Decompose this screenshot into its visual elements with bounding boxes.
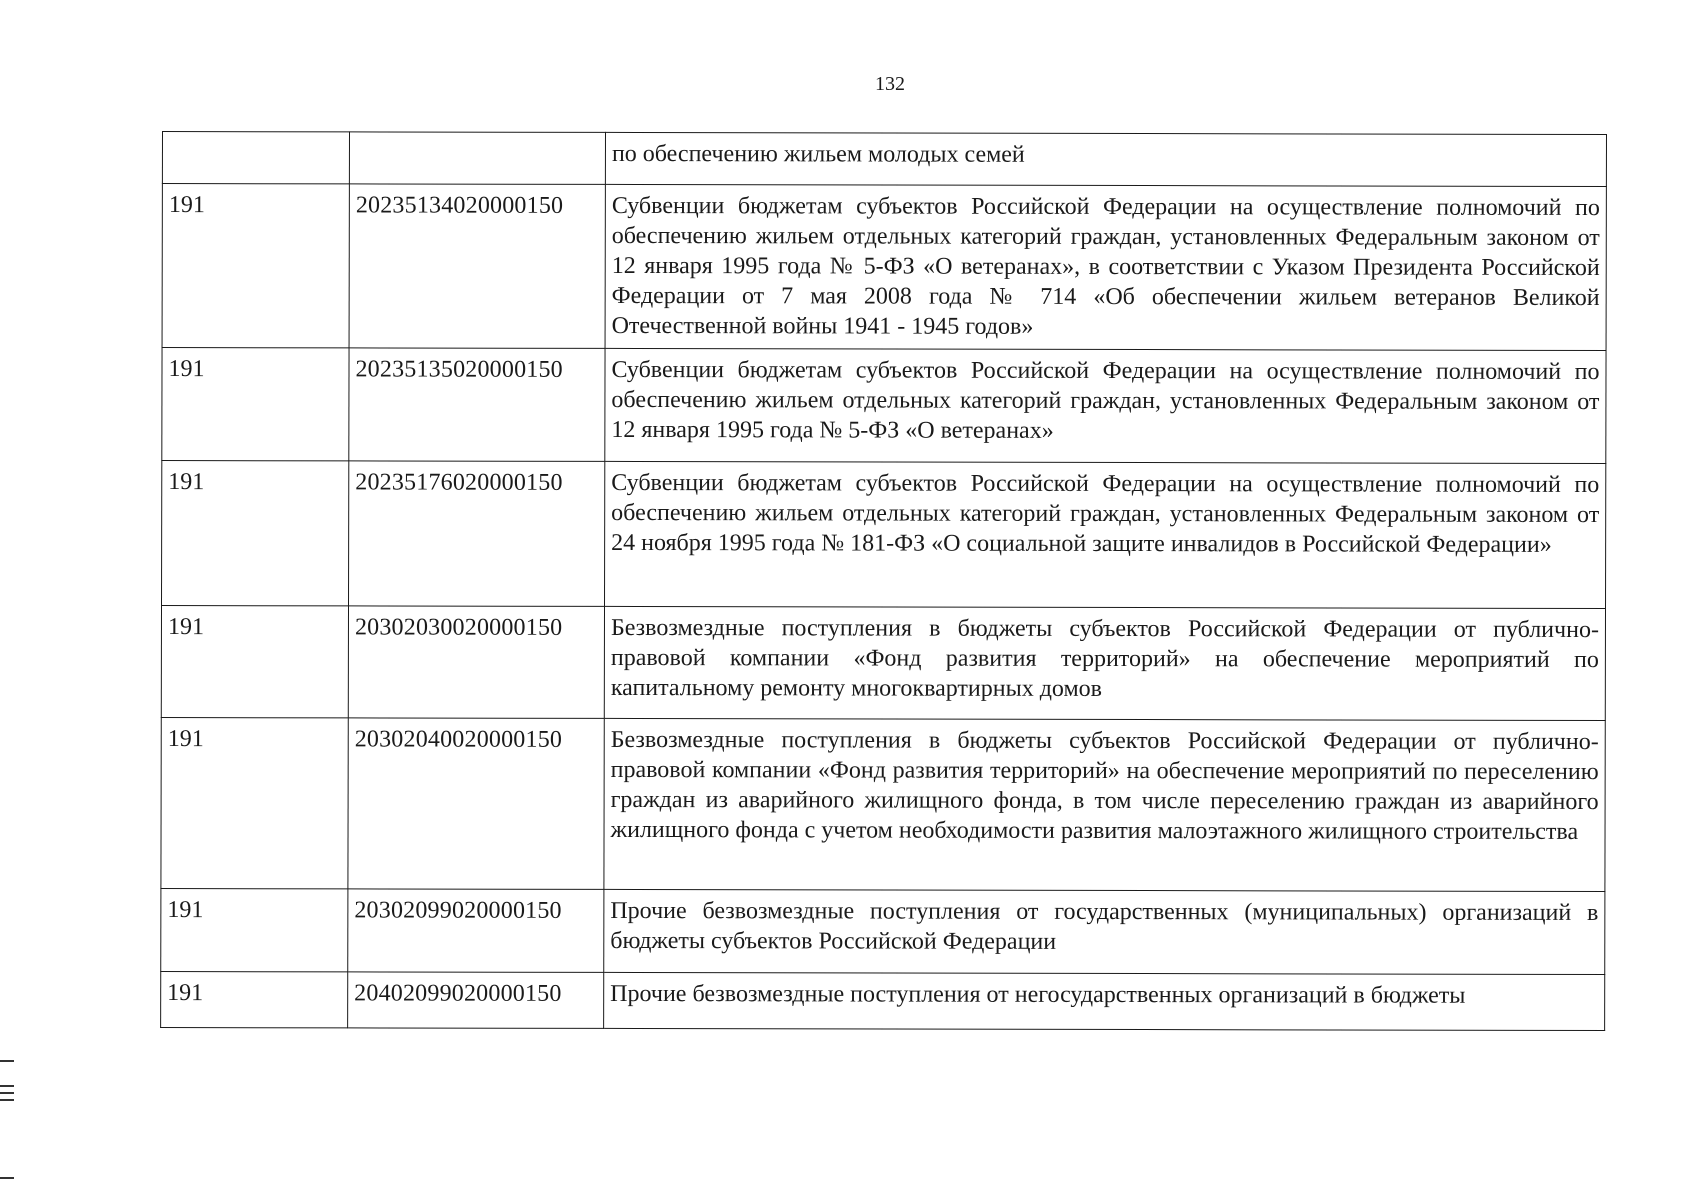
kbk-code-cell: 20235134020000150 [349,184,605,349]
admin-code-cell: 191 [162,461,349,606]
revenue-name-cell: Субвенции бюджетам субъектов Российской Федерации на осуществление полномочий по обеспечению жильем отдельных категорий граждан, установленных Федеральным законом от 12 января 1995 года № 5-ФЗ «О ветеранах» [605,348,1606,463]
revenue-name-cell: Субвенции бюджетам субъектов Российской Федерации на осуществление полномочий по обеспечению жильем отдельных категорий граждан, установленных Федеральным законом от 12 января 1995 года № 5-ФЗ «О ветеранах», в соответствии с Указом Президента Российской Федерации от 7 мая 2008 года № 714 «Об обеспечении жильем ветеранов Великой Отечественной войны 1941 - 1945 годов» [605,184,1606,350]
table-row [161,606,1605,721]
admin-code-cell: 191 [162,348,349,461]
admin-code-cell: 191 [161,888,348,971]
table-row [162,348,1606,464]
table-row [161,717,1605,891]
table-row [162,132,1606,187]
admin-code-cell: 191 [162,184,349,348]
revenue-name-cell: Прочие безвозмездные поступления от негосударственных организаций в бюджеты [604,972,1605,1030]
revenue-name-cell: Безвозмездные поступления в бюджеты субъектов Российской Федерации от публично-правовой компании «Фонд развития территорий» на обеспечение мероприятий по переселению граждан из аварийного жилищного фонда, в том числе переселению граждан из аварийного жилищного фонда с учетом необходимости развития малоэтажного жилищного строительства [604,718,1605,891]
kbk-code-cell: 20402099020000150 [348,972,604,1029]
kbk-code-cell: 20302040020000150 [348,718,604,890]
table-row [161,971,1605,1030]
scan-margin-mark [0,1092,14,1094]
kbk-code-cell: 20302030020000150 [348,606,604,719]
kbk-code-cell: 20235135020000150 [349,348,605,462]
admin-code-cell: 191 [161,971,348,1027]
revenue-codes-table [160,131,1607,1031]
table-row [162,184,1606,351]
table-row [162,461,1606,609]
scan-margin-mark [0,1085,14,1087]
revenue-name-cell: Субвенции бюджетам субъектов Российской Федерации на осуществление полномочий по обеспечению жильем отдельных категорий граждан, установленных Федеральным законом от 24 ноября 1995 года № 181-ФЗ «О социальной защите инвалидов в Российской Федерации» [605,461,1606,608]
revenue-name-cell: Прочие безвозмездные поступления от государственных (муниципальных) организаций в бюджеты субъектов Российской Федерации [604,889,1605,974]
kbk-code-cell: 20302099020000150 [348,889,604,973]
admin-code-cell: 191 [161,606,348,718]
page-number: 132 [875,73,905,95]
scan-margin-mark [0,1099,14,1101]
kbk-code-cell [349,132,605,185]
kbk-code-cell: 20235176020000150 [349,461,605,607]
admin-code-cell [162,132,349,184]
table-row [161,888,1605,974]
admin-code-cell: 191 [161,717,348,888]
scan-margin-mark [0,1177,14,1179]
revenue-name-cell: Безвозмездные поступления в бюджеты субъектов Российской Федерации от публично-правовой компании «Фонд развития территорий» на обеспечение мероприятий по капитальному ремонту многоквартирных домов [604,606,1605,720]
revenue-name-cell: по обеспечению жильем молодых семей [605,132,1606,186]
scan-margin-mark [0,1060,14,1062]
